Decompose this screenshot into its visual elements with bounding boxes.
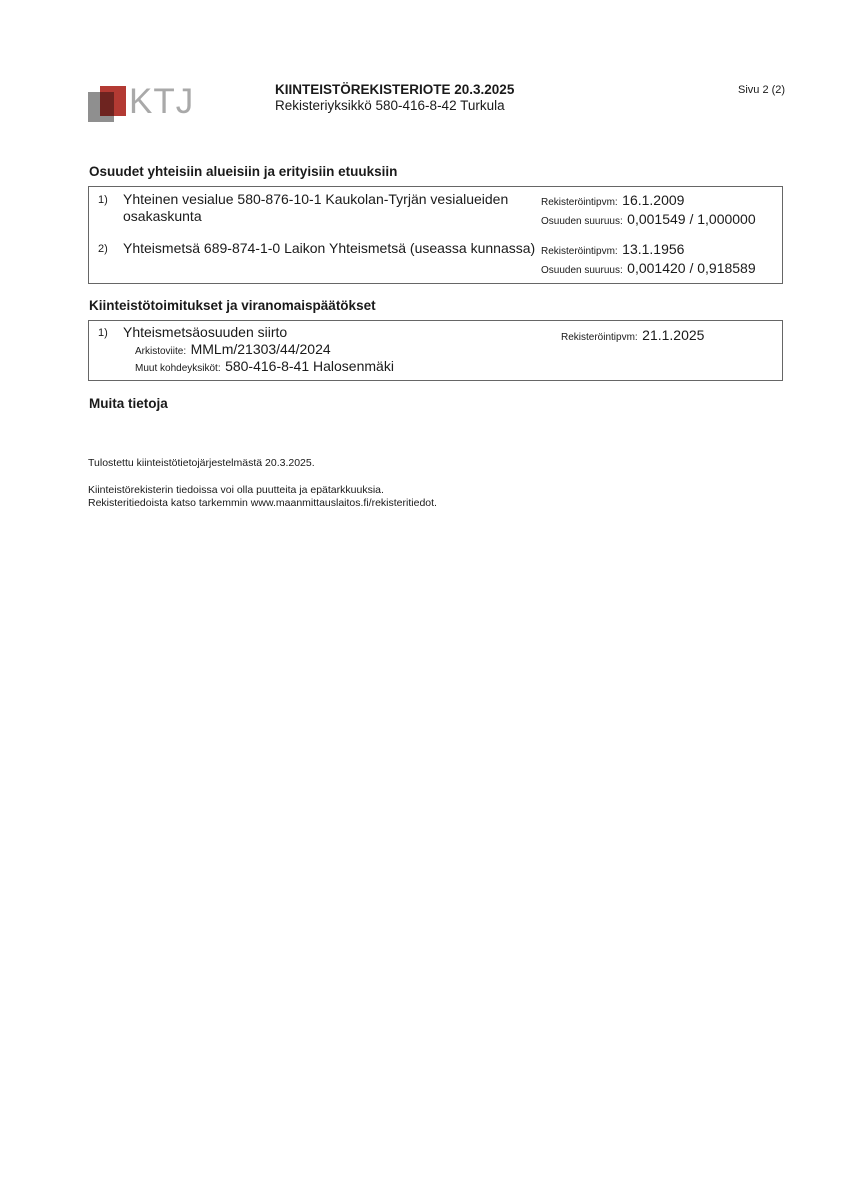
section-title-other: Muita tietoja — [89, 396, 168, 411]
logo-overlap-square — [100, 92, 114, 116]
registration-date-label: Rekisteröintipvm: — [561, 332, 638, 343]
disclaimer-line: Rekisteritiedoista katso tarkemmin www.maanmittauslaitos.fi/rekisteritiedot. — [88, 497, 437, 509]
printed-note: Tulostettu kiinteistötietojärjestelmästä 20.3.2025. — [88, 457, 315, 469]
registration-date — [541, 241, 684, 259]
share-size-label: Osuuden suuruus: — [541, 265, 623, 276]
share-size-value: 0,001549 / 1,000000 — [627, 211, 756, 227]
item-number: 1) — [98, 194, 108, 206]
registration-date-label: Rekisteröintipvm: — [541, 246, 618, 257]
registration-date-value: 13.1.1956 — [622, 241, 685, 257]
registration-date-value: 21.1.2025 — [642, 327, 705, 343]
section-title-shares: Osuudet yhteisiin alueisiin ja erityisiin etuuksiin — [89, 164, 398, 179]
disclaimer — [88, 484, 437, 510]
share-size — [541, 260, 756, 278]
share-size — [541, 211, 756, 229]
share-description-line: Yhteinen vesialue 580-876-10-1 Kaukolan-Tyrjän vesialueiden — [123, 191, 509, 207]
archive-reference — [135, 341, 331, 359]
share-description-line: osakaskunta — [123, 208, 202, 224]
page-number: Sivu 2 (2) — [738, 84, 786, 96]
other-units — [135, 358, 394, 376]
item-number: 2) — [98, 243, 108, 255]
logo-text: KTJ — [129, 82, 195, 121]
disclaimer-line: Kiinteistörekisterin tiedoissa voi olla puutteita ja epätarkkuuksia. — [88, 484, 384, 496]
archive-reference-label: Arkistoviite: — [135, 346, 187, 357]
other-units-value: 580-416-8-41 Halosenmäki — [225, 358, 394, 374]
other-units-label: Muut kohdeyksiköt: — [135, 363, 221, 374]
item-number: 1) — [98, 327, 108, 339]
share-size-value: 0,001420 / 0,918589 — [627, 260, 756, 276]
registration-date-label: Rekisteröintipvm: — [541, 197, 618, 208]
share-description: Yhteismetsä 689-874-1-0 Laikon Yhteismetsä (useassa kunnassa) — [123, 240, 536, 256]
share-size-label: Osuuden suuruus: — [541, 216, 623, 227]
ktj-logo — [88, 82, 198, 128]
archive-reference-value: MMLm/21303/44/2024 — [190, 341, 331, 357]
share-description — [123, 191, 508, 225]
shares-box — [88, 186, 783, 284]
registration-date — [561, 327, 704, 345]
document-title: KIINTEISTÖREKISTERIOTE 20.3.2025 — [275, 82, 515, 97]
registration-date-value: 16.1.2009 — [622, 192, 685, 208]
registration-date — [541, 192, 684, 210]
section-title-actions: Kiinteistötoimitukset ja viranomaispäätökset — [89, 298, 376, 313]
action-name: Yhteismetsäosuuden siirto — [123, 324, 288, 340]
document-subtitle: Rekisteriyksikkö 580-416-8-42 Turkula — [275, 98, 505, 113]
actions-box — [88, 320, 783, 381]
